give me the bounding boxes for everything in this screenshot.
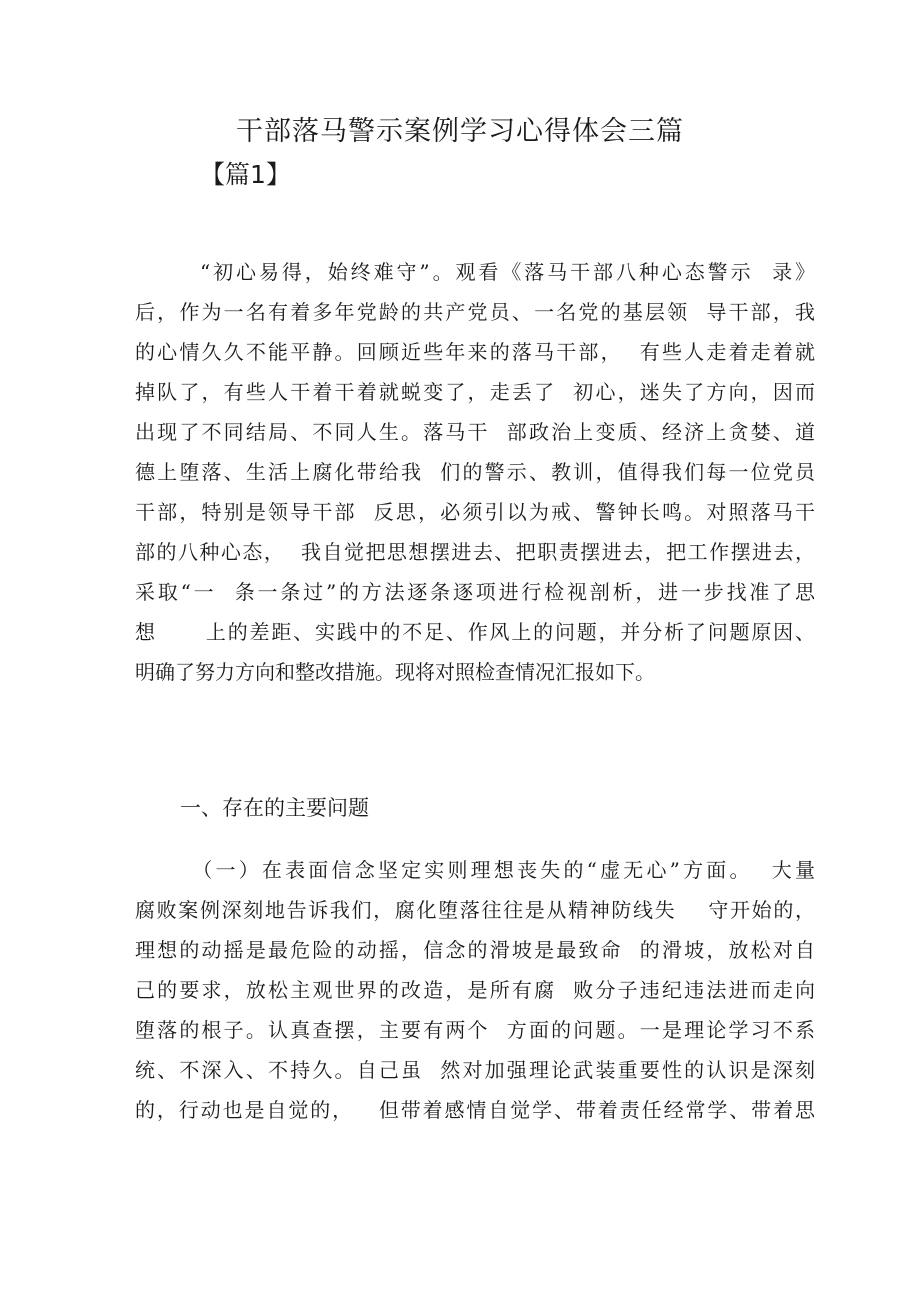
text-line: 理想的动摇是最危险的动摇，信念的滑坡是最致命 的滑坡，放松对自 [135,938,815,962]
text-line: 明确了努力方向和整改措施。现将对照检查情况汇报如下。 [135,660,655,684]
text-line: 堕落的根子。认真查摆，主要有两个 方面的问题。一是理论学习不系 [135,1018,815,1042]
section-heading: 一、存在的主要问题 [180,796,369,820]
text-line: 统、不深入、不持久。自己虽 然对加强理论武装重要性的认识是深刻 [135,1058,815,1082]
text-line: 想 上的差距、实践中的不足、作风上的问题，并分析了问题原因、 [135,620,815,644]
text-line: 腐败案例深刻地告诉我们，腐化堕落往往是从精神防线失 守开始的， [135,898,815,922]
paragraph-intro [135,252,815,692]
text-line: 出现了不同结局、不同人生。落马干 部政治上变质、经济上贪婪、道 [135,420,815,444]
text-line: 的心情久久不能平静。回顾近些年来的落马干部， 有些人走着走着就 [135,340,815,364]
text-line: 采取“一 条一条过”的方法逐条逐项进行检视剖析，进一步找准了思 [135,580,815,604]
text-line: （一）在表面信念坚定实则理想丧失的“虚无心”方面。 大量 [135,858,815,882]
paragraph-problems [135,850,815,1130]
document-title: 干部落马警示案例学习心得体会三篇 [236,116,684,147]
text-line: 掉队了，有些人干着干着就蜕变了，走丢了 初心，迷失了方向，因而 [135,380,815,404]
text-line: 后，作为一名有着多年党龄的共产党员、一名党的基层领 导干部，我 [135,300,815,324]
text-line: 的，行动也是自觉的， 但带着感情自觉学、带着责任经常学、带着思 [135,1098,815,1122]
text-line: “初心易得，始终难守”。观看《落马干部八种心态警示 录》 [135,260,815,284]
text-line: 己的要求，放松主观世界的改造，是所有腐 败分子违纪违法进而走向 [135,978,815,1002]
text-line: 部的八种心态， 我自觉把思想摆进去、把职责摆进去，把工作摆进去， [135,540,815,564]
section-label: 【篇1】 [200,160,291,189]
text-line: 德上堕落、生活上腐化带给我 们的警示、教训，值得我们每一位党员 [135,460,815,484]
text-line: 干部，特别是领导干部 反思，必须引以为戒、警钟长鸣。对照落马干 [135,500,815,524]
